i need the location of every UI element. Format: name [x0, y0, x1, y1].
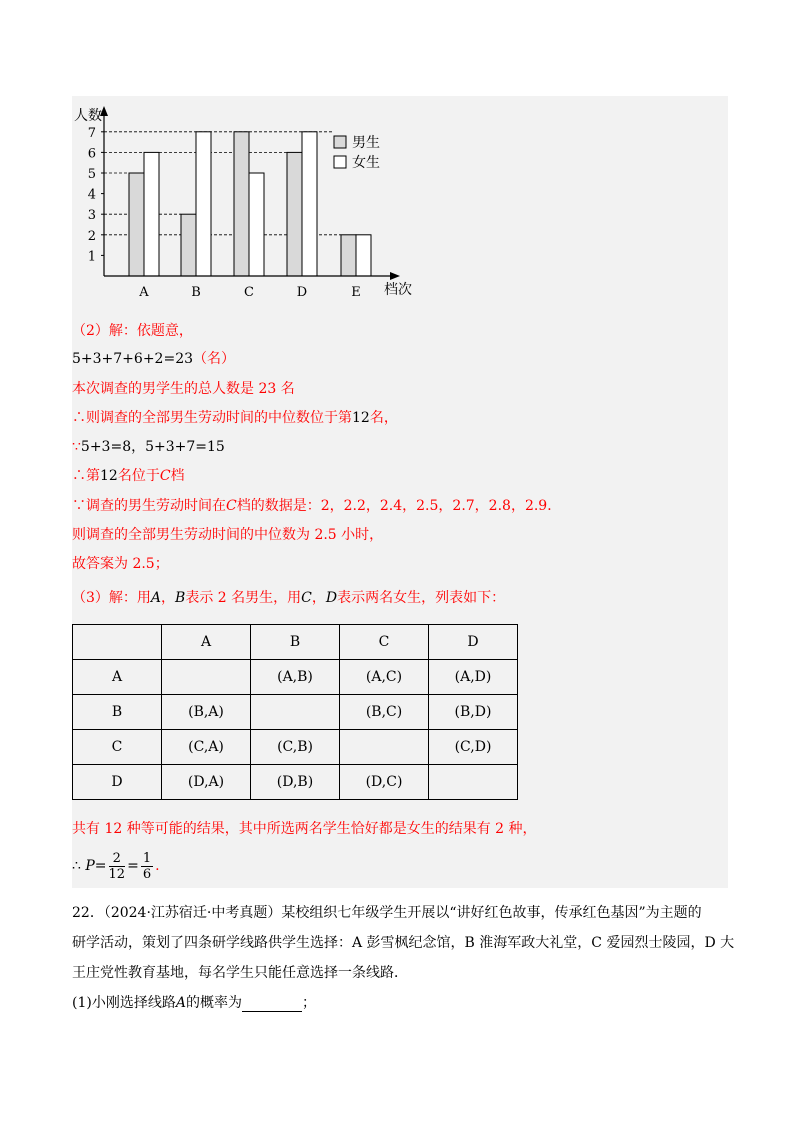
table-cell — [340, 730, 429, 765]
part2-data: ∵调查的男生劳动时间在C档的数据是：2，2.2，2.4，2.5，2.7，2.8，2.9． — [72, 498, 562, 514]
question22-line1: 22．（2024·江苏宿迁·中考真题）某校组织七年级学生开展以“讲好红色故事，传承红色基因”为主题的 — [72, 905, 702, 921]
bar-女生-E — [356, 235, 371, 276]
table-cell: D — [429, 625, 518, 660]
outcome-table — [72, 624, 518, 800]
table-cell: B — [73, 695, 162, 730]
table-cell: (D,A) — [162, 765, 251, 800]
y-axis-label: 人数 — [74, 108, 102, 124]
x-tick-label: E — [351, 285, 361, 300]
table-cell: (D,C) — [340, 765, 429, 800]
part2-answer: 故答案为 2.5； — [72, 556, 169, 572]
bar-男生-A — [129, 173, 144, 276]
legend-swatch — [334, 136, 346, 148]
table-row — [73, 730, 518, 765]
table-cell — [162, 660, 251, 695]
legend-swatch — [334, 156, 346, 168]
part2-median: 则调查的全部男生劳动时间的中位数为 2.5 小时， — [72, 527, 384, 543]
part2-median-position: ∴则调查的全部男生劳动时间的中位数位于第12名， — [72, 410, 398, 426]
part3-probability: ∴ P= $\frac{2}{12}$ = $\frac{1}{6}$ . — [72, 850, 160, 882]
table-header-row — [73, 625, 518, 660]
part3-result: 共有 12 种等可能的结果，其中所选两名学生恰好都是女生的结果有 2 种， — [72, 821, 537, 837]
part2-head: （2）解：依题意， — [72, 323, 193, 339]
bar-男生-C — [234, 132, 249, 276]
answer-blank[interactable] — [242, 997, 302, 1012]
x-axis-label: 档次 — [384, 282, 412, 298]
question22-line3: 王庄党性教育基地，每名学生只能任意选择一条线路． — [72, 965, 408, 981]
table-cell: (C,D) — [429, 730, 518, 765]
table-cell: C — [73, 730, 162, 765]
bar-chart — [72, 100, 432, 305]
table-cell: (A,C) — [340, 660, 429, 695]
table-cell: (B,D) — [429, 695, 518, 730]
table-row — [73, 660, 518, 695]
table-row — [73, 765, 518, 800]
legend-label: 女生 — [352, 155, 380, 171]
table-cell: (D,B) — [251, 765, 340, 800]
table-cell: C — [340, 625, 429, 660]
part2-sum: 5+3+7+6+2=23（名） — [72, 351, 236, 367]
table-cell: B — [251, 625, 340, 660]
y-tick-label: 2 — [87, 228, 96, 244]
x-tick-label: D — [296, 285, 308, 300]
table-cell: (C,A) — [162, 730, 251, 765]
table-cell: (B,C) — [340, 695, 429, 730]
table-cell — [251, 695, 340, 730]
bar-女生-A — [144, 152, 159, 276]
bar-男生-B — [181, 214, 196, 276]
bar-女生-D — [302, 132, 317, 276]
x-tick-label: B — [191, 285, 201, 300]
question22-line4: (1)小刚选择线路A的概率为 ； — [72, 995, 316, 1011]
y-tick-label: 1 — [87, 249, 96, 265]
y-tick-label: 4 — [87, 187, 96, 203]
table-cell — [73, 625, 162, 660]
y-tick-label: 3 — [87, 208, 96, 224]
x-tick-label: C — [244, 285, 254, 300]
bar-女生-C — [249, 173, 264, 276]
part2-because: ∵5+3=8，5+3+7=15 — [72, 439, 225, 455]
legend-label: 男生 — [352, 135, 380, 151]
y-tick-label: 5 — [87, 167, 96, 182]
table-cell: A — [73, 660, 162, 695]
x-axis-arrow — [390, 272, 400, 280]
table-cell — [429, 765, 518, 800]
bar-男生-E — [341, 235, 356, 276]
y-tick-label: 6 — [87, 146, 96, 162]
part2-therefore: ∴第12名位于C档 — [72, 468, 185, 484]
x-tick-label: A — [139, 285, 149, 300]
table-cell: (B,A) — [162, 695, 251, 730]
bar-男生-D — [287, 152, 302, 276]
table-cell: (C,B) — [251, 730, 340, 765]
question22-line2: 研学活动，策划了四条研学线路供学生选择：A 彭雪枫纪念馆，B 淮海军政大礼堂，C 爱园烈士陵园，D 大 — [72, 935, 735, 951]
table-cell: (A,B) — [251, 660, 340, 695]
table-cell: (A,D) — [429, 660, 518, 695]
table-row — [73, 695, 518, 730]
bar-女生-B — [196, 132, 211, 276]
part3-head: （3）解：用A，B表示 2 名男生，用C，D表示两名女生，列表如下： — [72, 590, 506, 606]
y-tick-label: 7 — [87, 125, 96, 141]
table-cell: D — [73, 765, 162, 800]
part2-total: 本次调查的男学生的总人数是 23 名 — [72, 381, 295, 397]
table-cell: A — [162, 625, 251, 660]
